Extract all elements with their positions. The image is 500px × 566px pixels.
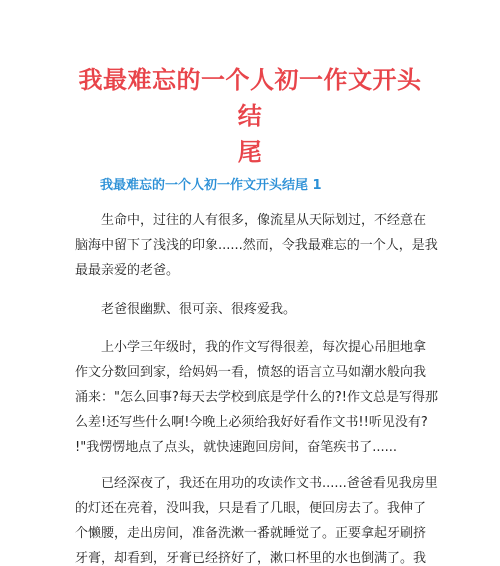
paragraph-line: 么差!还写些什么啊!今晚上必须给我好好看作文书!!听见没有?: [75, 415, 428, 430]
paragraph-line: 涌来："怎么回事?每天去学校到底是学什么的?!作文总是写得那: [75, 390, 438, 405]
section-heading: 我最难忘的一个人初一作文开头结尾 1: [100, 178, 322, 193]
paragraph-line: 上小学三年级时，我的作文写得很差，每次提心吊胆地拿: [75, 340, 427, 355]
paragraph-line: 的灯还在亮着，没叫我，只是看了几眼，便回房去了。我伸了: [75, 501, 427, 516]
paragraph-line: 牙膏，却看到，牙膏已经挤好了，漱口杯里的水也倒满了。我: [75, 551, 427, 566]
paragraph-line: 老爸很幽默、很可亲、很疼爱我。: [75, 302, 297, 317]
paragraph-4: [75, 471, 438, 566]
title-line-2: 尾: [237, 138, 263, 166]
paragraph-line: 最最亲爱的老爸。: [75, 263, 180, 278]
paragraph-line: 已经深夜了，我还在用功的攻读作文书......爸爸看见我房里: [75, 476, 438, 491]
paragraph-line: 生命中，过往的人有很多，像流星从天际划过，不经意在: [75, 213, 427, 228]
paragraph-1: [75, 208, 438, 283]
title-line-1: 我最难忘的一个人初一作文开头结: [78, 66, 422, 130]
paragraph-line: !"我愣愣地点了点头，就快速跑回房间，奋笔疾书了......: [75, 440, 397, 455]
document-title: [70, 62, 430, 170]
paragraph-line: 作文分数回到家，给妈妈一看，愤怒的语言立马如潮水般向我: [75, 365, 427, 380]
paragraph-line: 脑海中留下了浅浅的印象......然而，令我最难忘的一个人，是我: [75, 238, 438, 253]
paragraph-3: [75, 335, 438, 460]
paragraph-line: 个懒腰，走出房间，准备洗漱一番就睡觉了。正要拿起牙刷挤: [75, 526, 427, 541]
paragraph-2: [75, 297, 425, 322]
